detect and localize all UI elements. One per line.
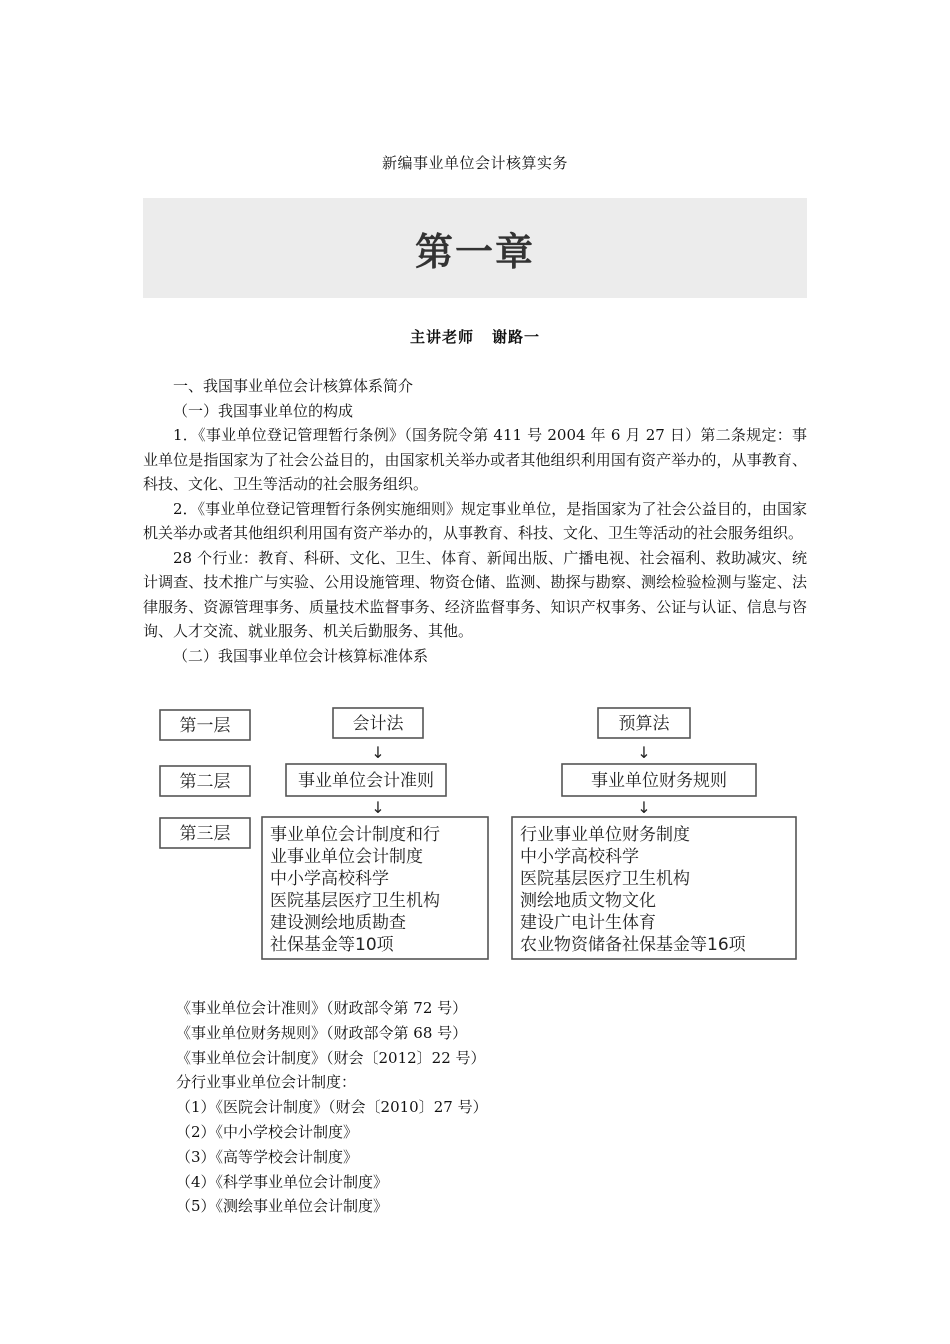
lecturer-name: 谢路一 bbox=[492, 328, 541, 346]
lecturer-role: 主讲老师 bbox=[409, 328, 474, 346]
accounting-system-line: 社保基金等10项 bbox=[270, 935, 394, 955]
reference-item: （5）《测绘事业单位会计制度》 bbox=[176, 1197, 389, 1216]
document-title: 新编事业单位会计核算实务 bbox=[381, 154, 568, 172]
chapter-banner bbox=[143, 198, 807, 298]
financial-rules-label: 事业单位财务规则 bbox=[591, 771, 727, 791]
financial-system-line: 测绘地质文物文化 bbox=[520, 891, 656, 911]
reference-item: 《事业单位会计制度》（财会〔2012〕22 号） bbox=[176, 1048, 486, 1067]
accounting-system-line: 中小学高校科学 bbox=[270, 869, 389, 889]
financial-system-line: 医院基层医疗卫生机构 bbox=[520, 869, 690, 889]
reference-list bbox=[176, 996, 806, 1219]
accounting-system-line: 事业单位会计制度和行 bbox=[270, 825, 440, 845]
accounting-system-line: 建设测绘地质勘查 bbox=[270, 913, 406, 933]
paragraph: 2．《事业单位登记管理暂行条例实施细则》规定事业单位，是指国家为了社会公益目的，由国家机关举办或者其他组织利用国有资产举办的，从事教育、科技、文化、卫生等活动的社会服务组织。 bbox=[143, 499, 807, 542]
lecturer-line bbox=[0, 326, 950, 347]
reference-item: （3）《高等学校会计制度》 bbox=[176, 1147, 359, 1166]
paragraph: 1．《事业单位登记管理暂行条例》（国务院令第 411 号 2004 年 6 月 27 日）第二条规定：事业单位是指国家为了社会公益目的，由国家机关举办或者其他组织利用国有资产举办的，从事教育、科技、文化、卫生等活动的社会服务组织。 bbox=[143, 426, 807, 493]
accounting-system-line: 医院基层医疗卫生机构 bbox=[270, 891, 440, 911]
layer-label: 第二层 bbox=[179, 772, 231, 792]
budget-law-label: 预算法 bbox=[618, 714, 670, 734]
reference-item: （4）《科学事业单位会计制度》 bbox=[176, 1172, 389, 1191]
subsection-heading: （一）我国事业单位的构成 bbox=[173, 401, 354, 420]
financial-system-line: 建设广电计生体育 bbox=[520, 913, 656, 933]
accounting-system-line: 业事业单位会计制度 bbox=[270, 847, 423, 867]
reference-item: （1）《医院会计制度》（财会〔2010〕27 号） bbox=[176, 1098, 488, 1117]
financial-system-line: 农业物资储备社保基金等16项 bbox=[520, 935, 746, 955]
subsection-heading: （二）我国事业单位会计核算标准体系 bbox=[173, 646, 429, 665]
body-text bbox=[143, 374, 807, 668]
chapter-title: 第一章 bbox=[414, 229, 535, 274]
arrow-down-icon: ↓ bbox=[637, 798, 651, 817]
accounting-law-label: 会计法 bbox=[352, 714, 404, 734]
paragraph: 28 个行业：教育、科研、文化、卫生、体育、新闻出版、广播电视、社会福利、救助减灾、统计调查、技术推广与实验、公用设施管理、物资仓储、监测、勘探与勘察、测绘检验检测与鉴定、法律服务、资源管理事务、质量技术监督事务、经济监督事务、知识产权事务、公证与认证、信息与咨询、人才交流、就业服务、机关后勤服务、其他。 bbox=[143, 548, 807, 640]
financial-system-line: 中小学高校科学 bbox=[520, 847, 639, 867]
financial-system-line: 行业事业单位财务制度 bbox=[520, 825, 690, 845]
reference-item: 分行业事业单位会计制度： bbox=[176, 1073, 357, 1092]
accounting-standards-diagram bbox=[150, 700, 810, 975]
section-heading: 一、我国事业单位会计核算体系简介 bbox=[173, 377, 414, 395]
reference-item: 《事业单位财务规则》（财政部令第 68 号） bbox=[176, 1023, 468, 1042]
arrow-down-icon: ↓ bbox=[371, 743, 385, 762]
arrow-down-icon: ↓ bbox=[371, 798, 385, 817]
reference-item: （2）《中小学校会计制度》 bbox=[176, 1122, 359, 1141]
arrow-down-icon: ↓ bbox=[637, 743, 651, 762]
layer-label: 第一层 bbox=[179, 716, 231, 736]
layer-label: 第三层 bbox=[179, 824, 231, 844]
accounting-standard-label: 事业单位会计准则 bbox=[298, 771, 434, 791]
reference-item: 《事业单位会计准则》（财政部令第 72 号） bbox=[176, 999, 468, 1017]
